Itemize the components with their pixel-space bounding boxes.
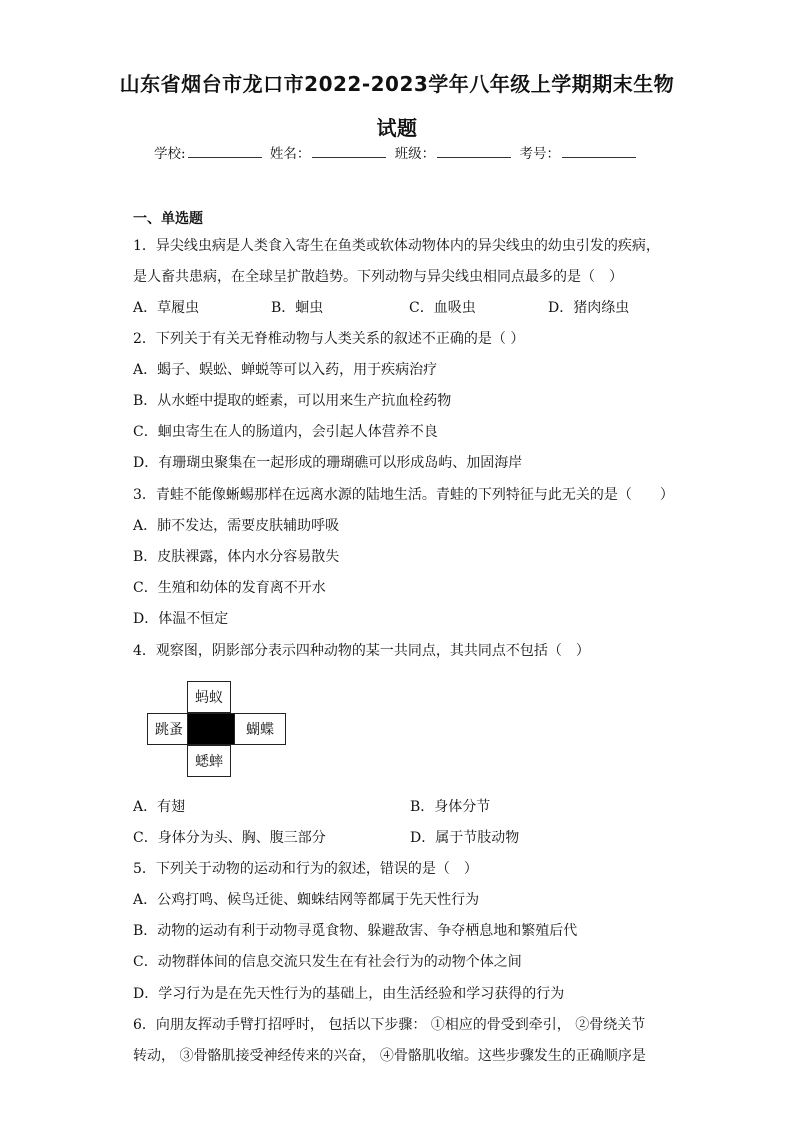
q3-option-d: D．体温不恒定 <box>133 611 229 627</box>
name-label: 姓名： <box>269 146 311 162</box>
class-blank[interactable] <box>437 145 511 158</box>
q4-option-d: D．属于节肢动物 <box>410 830 520 846</box>
q4-option-c: C．身体分为头、胸、腹三部分 <box>133 830 326 846</box>
q4-option-a: A．有翅 <box>133 799 186 815</box>
q5-stem: 5．下列关于动物的运动和行为的叙述，错误的是（ ） <box>133 861 478 877</box>
q4-option-b: B．身体分节 <box>410 799 491 815</box>
q2-option-d: D．有珊瑚虫聚集在一起形成的珊瑚礁可以形成岛屿、加固海岸 <box>133 455 523 471</box>
exam-number-blank[interactable] <box>562 145 636 158</box>
q3-stem: 3．青蛙不能像蜥蜴那样在远离水源的陆地生活。青蛙的下列特征与此无关的是（ ） <box>133 487 674 503</box>
q5-option-a: A．公鸡打鸣、候鸟迁徙、蜘蛛结网等都属于先天性行为 <box>133 892 480 908</box>
q5-option-c: C．动物群体间的信息交流只发生在有社会行为的动物个体之间 <box>133 954 522 970</box>
section-heading: 一、单选题 <box>133 211 203 227</box>
q1-stem-line1: 1．异尖线虫病是人类食入寄生在鱼类或软体动物体内的异尖线虫的幼虫引发的疾病， <box>133 238 660 254</box>
diagram-shaded-center <box>187 713 235 745</box>
q2-option-a: A．蝎子、蜈蚣、蝉蜕等可以入药，用于疾病治疗 <box>133 362 438 378</box>
class-label: 班级： <box>394 146 436 162</box>
student-info-row <box>0 142 794 162</box>
q1-stem-line2: 是人畜共患病，在全球呈扩散趋势。下列动物与异尖线虫相同点最多的是（ ） <box>133 269 623 285</box>
q1-option-d: D．猪肉绦虫 <box>548 300 630 316</box>
q2-option-c: C．蛔虫寄生在人的肠道内，会引起人体营养不良 <box>133 424 438 440</box>
q5-option-d: D．学习行为是在先天性行为的基础上，由生活经验和学习获得的行为 <box>133 986 565 1002</box>
diagram-cell-right: 蝴蝶 <box>234 713 286 745</box>
school-label: 学校: <box>154 146 186 162</box>
q3-option-a: A．肺不发达，需要皮肤辅助呼吸 <box>133 518 340 534</box>
school-blank[interactable] <box>188 145 262 158</box>
q1-option-c: C．血吸虫 <box>409 300 476 316</box>
diagram-cell-bottom: 蟋蟀 <box>187 745 231 777</box>
exam-number-label: 考号： <box>519 146 560 162</box>
q3-option-c: C．生殖和幼体的发育离不开水 <box>133 580 326 596</box>
exam-title-line1: 山东省烟台市龙口市2022-2023学年八年级上学期期末生物 <box>119 72 675 96</box>
q6-stem-line2: 转动， ③骨骼肌接受神经传来的兴奋， ④骨骼肌收缩。这些步骤发生的正确顺序是 <box>133 1048 646 1064</box>
diagram-cell-top: 蚂蚁 <box>187 681 231 713</box>
q4-stem: 4．观察图，阴影部分表示四种动物的某一共同点，其共同点不包括（ ） <box>133 643 590 659</box>
q1-option-a: A．草履虫 <box>133 300 200 316</box>
q1-option-b: B．蛔虫 <box>271 300 324 316</box>
q2-stem: 2．下列关于有关无脊椎动物与人类关系的叙述不正确的是（ ） <box>133 331 525 347</box>
q2-option-b: B．从水蛭中提取的蛭素，可以用来生产抗血栓药物 <box>133 393 452 409</box>
q6-stem-line1: 6．向朋友挥动手臂打招呼时， 包括以下步骤： ①相应的骨受到牵引， ②骨绕关节 <box>133 1017 646 1033</box>
q3-option-b: B．皮肤裸露，体内水分容易散失 <box>133 549 340 565</box>
name-blank[interactable] <box>312 145 386 158</box>
diagram-cell-left: 跳蚤 <box>147 713 191 745</box>
exam-title-line2: 试题 <box>376 116 418 140</box>
q5-option-b: B．动物的运动有利于动物寻觅食物、躲避敌害、争夺栖息地和繁殖后代 <box>133 923 578 939</box>
